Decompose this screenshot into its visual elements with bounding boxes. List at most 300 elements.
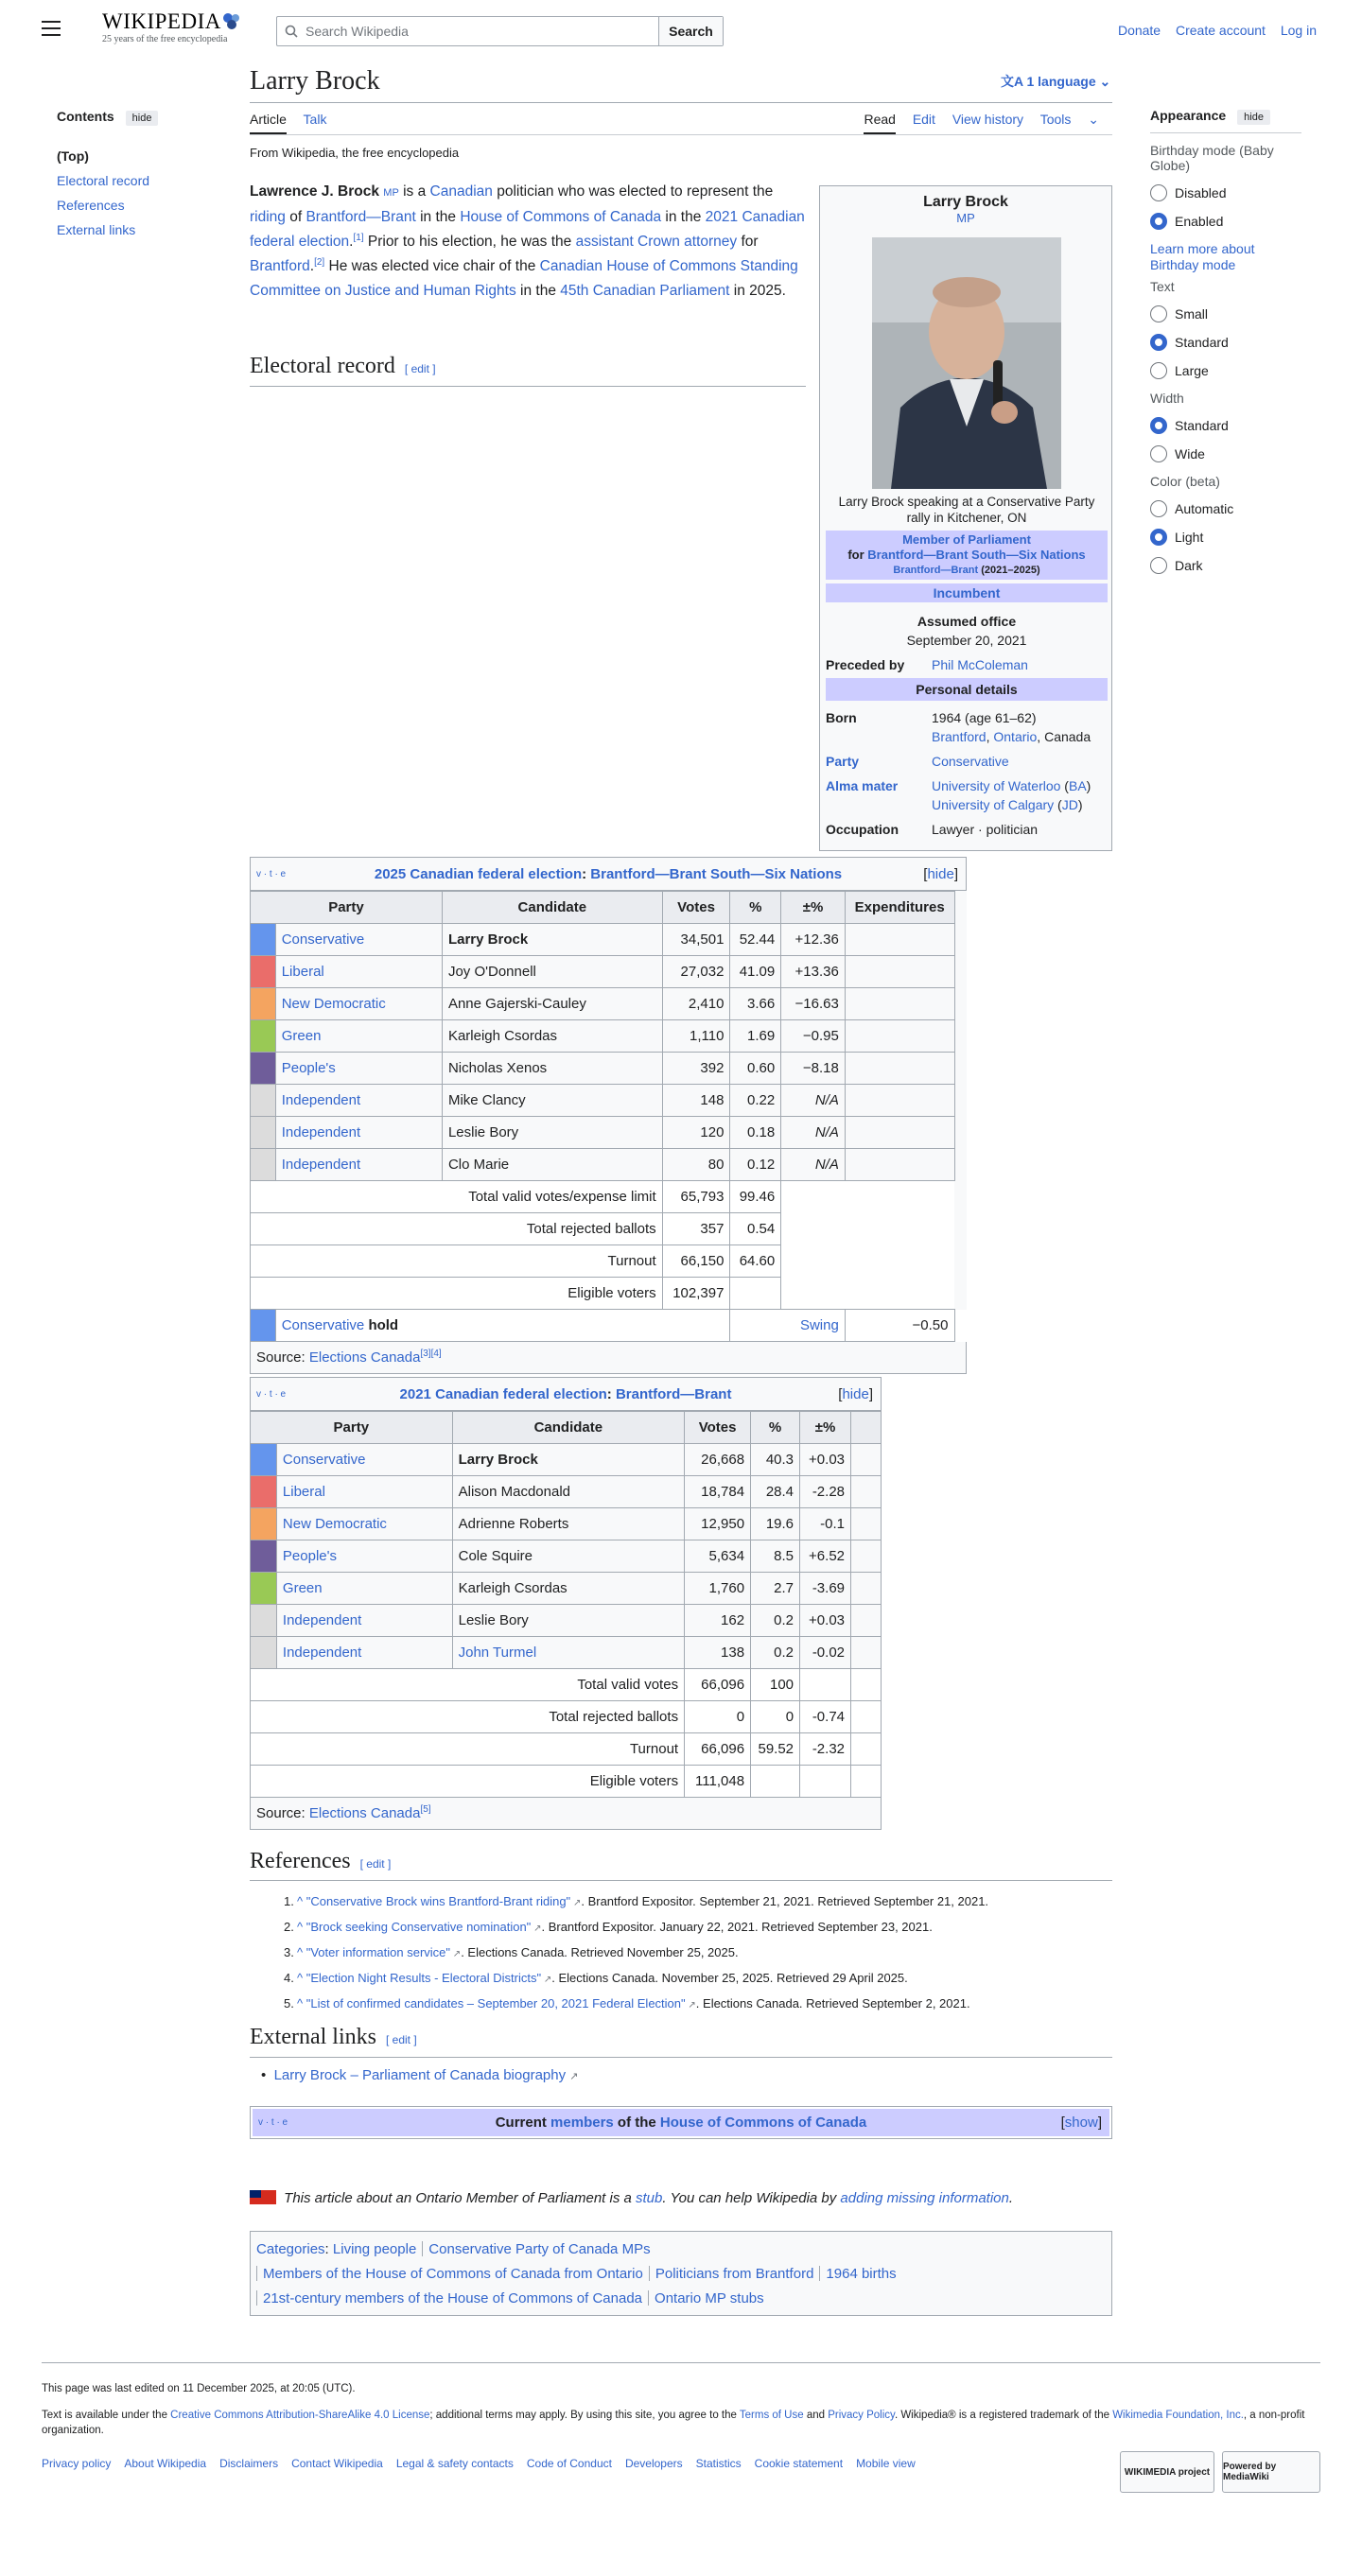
table-row bbox=[251, 1444, 882, 1476]
empty-cell bbox=[851, 1540, 882, 1573]
edit-external-link[interactable]: edit bbox=[392, 2033, 410, 2046]
infobox-title: Larry Brock bbox=[923, 194, 1008, 210]
radio-width-wide[interactable]: Wide bbox=[1150, 445, 1301, 462]
change-cell: −0.95 bbox=[781, 1020, 846, 1053]
birthday-mode-label: Birthday mode (Baby Globe) bbox=[1150, 143, 1274, 173]
adding-info-link[interactable]: adding missing information bbox=[840, 2190, 1009, 2206]
change-cell: -3.69 bbox=[800, 1573, 851, 1605]
category-link[interactable]: Members of the House of Commons of Canada from Ontario bbox=[263, 2266, 643, 2282]
navbox: v · t · e Current members of the House of Commons of Canada [show] bbox=[250, 2106, 1112, 2139]
reference-details: . Elections Canada. November 25, 2025. Retrieved 29 April 2025. bbox=[551, 1971, 908, 1985]
toc-hide-button[interactable]: hide bbox=[126, 111, 159, 126]
footer-link[interactable]: Code of Conduct bbox=[526, 2457, 612, 2470]
category-link[interactable]: Ontario MP stubs bbox=[655, 2290, 764, 2306]
main-menu-button[interactable] bbox=[42, 21, 61, 36]
ref-backlink[interactable]: ^ bbox=[297, 1920, 306, 1934]
wikimedia-project-badge[interactable]: WIKIMEDIA project bbox=[1120, 2451, 1214, 2493]
totals-row bbox=[251, 1701, 882, 1733]
party-link[interactable]: Independent bbox=[281, 1124, 361, 1140]
party-color-swatch bbox=[251, 1053, 276, 1085]
radio-text-large[interactable]: Large bbox=[1150, 362, 1301, 379]
party-color-swatch bbox=[251, 1149, 276, 1181]
party-link[interactable]: Green bbox=[282, 1580, 323, 1596]
site-sub: From Wikipedia, the free encyclopedia bbox=[250, 146, 460, 160]
votes-cell: 138 bbox=[685, 1637, 751, 1669]
party-link[interactable]: People's bbox=[281, 1060, 336, 1076]
create-account-link[interactable]: Create account bbox=[1176, 23, 1266, 38]
jd-link[interactable]: JD bbox=[1061, 797, 1078, 812]
parliament-bio-link[interactable]: Larry Brock – Parliament of Canada biography bbox=[273, 2067, 567, 2083]
table-row bbox=[251, 1020, 967, 1053]
reference-title-link[interactable]: "Election Night Results - Electoral Districts" bbox=[306, 1971, 542, 1985]
footer-link[interactable]: About Wikipedia bbox=[124, 2457, 207, 2470]
source-refs[interactable]: [5] bbox=[420, 1804, 431, 1815]
candidate-cell: Larry Brock bbox=[442, 924, 662, 956]
riding-infobox-link[interactable]: Brantford—Brant South—Six Nations bbox=[867, 548, 1086, 562]
empty-cell bbox=[851, 1669, 882, 1701]
pct-cell: 0.60 bbox=[730, 1053, 781, 1085]
ref-backlink[interactable]: ^ bbox=[297, 1894, 306, 1908]
candidate-cell: Karleigh Csordas bbox=[452, 1573, 684, 1605]
votes-cell: 148 bbox=[662, 1085, 730, 1117]
candidate-cell: Joy O'Donnell bbox=[442, 956, 662, 988]
pct-cell: 0.12 bbox=[730, 1149, 781, 1181]
pct-cell: 19.6 bbox=[751, 1508, 800, 1540]
tab-article[interactable]: Article bbox=[250, 112, 287, 134]
change-cell: +12.36 bbox=[781, 924, 846, 956]
votes-cell: 18,784 bbox=[685, 1476, 751, 1508]
change-cell: N/A bbox=[781, 1117, 846, 1149]
footer-link[interactable]: Legal & safety contacts bbox=[395, 2457, 514, 2470]
election-2025-hide-button[interactable]: hide bbox=[927, 865, 954, 882]
categories-label-link[interactable]: Categories bbox=[256, 2241, 325, 2257]
col-empty bbox=[851, 1412, 882, 1444]
table-row bbox=[251, 1637, 882, 1669]
office-band: Member of Parliament for Brantford—Brant South—Six Nations Brantford—Brant (2021–2025) bbox=[826, 531, 1108, 580]
categories-box: Categories: Living people Conservative Party of Canada MPs Members of the House of Commons of Canada from Ontario Politicians from Brantford 1964 births 21st-century members of the House of Commons of Canada Ontario MP stubs bbox=[250, 2231, 1112, 2316]
external-link-icon: ↗ bbox=[570, 1898, 582, 1908]
reference-title-link[interactable]: "Brock seeking Conservative nomination" bbox=[306, 1920, 532, 1934]
vte-links[interactable]: v · t · e bbox=[256, 868, 287, 879]
text-label: Text bbox=[1150, 279, 1175, 294]
party-color-swatch bbox=[251, 988, 276, 1020]
party-link[interactable]: Conservative bbox=[281, 1317, 365, 1333]
empty-cell bbox=[851, 1605, 882, 1637]
ontario-flag-icon bbox=[250, 2190, 276, 2204]
table-row bbox=[251, 924, 967, 956]
footer-link[interactable]: Mobile view bbox=[856, 2457, 916, 2470]
candidate-cell: Karleigh Csordas bbox=[442, 1020, 662, 1053]
party-color-swatch bbox=[251, 1637, 277, 1669]
totals-pct: 100 bbox=[751, 1669, 800, 1701]
party-link[interactable]: Liberal bbox=[282, 1484, 325, 1500]
wikipedia-logo[interactable]: WIKIPEDIA 25 years of the free encyclopedia bbox=[102, 9, 242, 44]
chevron-down-icon: ⌄ bbox=[1088, 112, 1099, 127]
tab-read[interactable]: Read bbox=[864, 112, 895, 134]
pct-cell: 1.69 bbox=[730, 1020, 781, 1053]
empty-cell bbox=[851, 1637, 882, 1669]
search-icon bbox=[285, 25, 298, 38]
table-row bbox=[251, 956, 967, 988]
source-refs[interactable]: [3][4] bbox=[420, 1349, 442, 1359]
change-cell: -0.1 bbox=[800, 1508, 851, 1540]
expenditures-cell bbox=[845, 1149, 954, 1181]
heading-electoral-record: Electoral record [ edit ] bbox=[250, 354, 436, 378]
party-cell bbox=[275, 1053, 442, 1085]
personal-tools bbox=[1107, 23, 1317, 38]
search-box bbox=[276, 16, 724, 46]
election-2021-riding-link[interactable]: Brantford—Brant bbox=[615, 1385, 732, 1402]
table-row bbox=[251, 1476, 882, 1508]
totals-row bbox=[251, 1669, 882, 1701]
party-color-swatch bbox=[251, 1117, 276, 1149]
change-cell: +6.52 bbox=[800, 1540, 851, 1573]
election-2025-riding-link[interactable]: Brantford—Brant South—Six Nations bbox=[590, 865, 843, 882]
vte-links[interactable]: v · t · e bbox=[256, 1388, 287, 1400]
pct-cell: 0.18 bbox=[730, 1117, 781, 1149]
pct-cell: 0.2 bbox=[751, 1637, 800, 1669]
prev-riding-link[interactable]: Brantford—Brant bbox=[893, 565, 979, 576]
votes-cell: 80 bbox=[662, 1149, 730, 1181]
party-cell bbox=[276, 1540, 452, 1573]
pct-cell: 3.66 bbox=[730, 988, 781, 1020]
calgary-link[interactable]: University of Calgary bbox=[932, 797, 1055, 812]
party-cell bbox=[276, 1573, 452, 1605]
appearance-title: Appearance bbox=[1150, 108, 1227, 123]
page-title: Larry Brock bbox=[250, 66, 380, 96]
party-color-swatch bbox=[251, 1085, 276, 1117]
party-link[interactable]: Conservative bbox=[282, 1452, 366, 1468]
radio-birthday-enabled[interactable]: Enabled bbox=[1150, 213, 1301, 230]
table-row bbox=[251, 988, 967, 1020]
footer-link[interactable]: Statistics bbox=[695, 2457, 742, 2470]
candidate-cell: Adrienne Roberts bbox=[452, 1508, 684, 1540]
brantford-link[interactable]: Brantford bbox=[250, 258, 310, 274]
pct-cell: 0.2 bbox=[751, 1605, 800, 1637]
mp-link[interactable]: MP bbox=[383, 187, 399, 199]
col-party: Party bbox=[251, 892, 443, 924]
ref-backlink[interactable]: ^ bbox=[297, 1971, 306, 1985]
party-cell bbox=[275, 988, 442, 1020]
category-link[interactable]: 21st-century members of the House of Commons of Canada bbox=[263, 2290, 643, 2306]
donate-link[interactable]: Donate bbox=[1117, 23, 1161, 38]
totals-pct bbox=[751, 1766, 800, 1798]
category-link[interactable]: 1964 births bbox=[826, 2266, 897, 2282]
reference-title-link[interactable]: "List of confirmed candidates – September 20, 2021 Federal Election" bbox=[306, 1996, 686, 2010]
candidate-link[interactable]: John Turmel bbox=[458, 1645, 537, 1661]
title-divider bbox=[250, 102, 1112, 103]
language-button[interactable]: 文A 1 language ⌄ bbox=[1001, 74, 1111, 89]
party-cell bbox=[276, 1605, 452, 1637]
party-color-swatch bbox=[251, 1573, 277, 1605]
expenditures-cell bbox=[845, 956, 954, 988]
elections-canada-link[interactable]: Elections Canada bbox=[308, 1349, 421, 1366]
party-label-link[interactable]: Party bbox=[826, 754, 860, 769]
candidate-cell: Alison Macdonald bbox=[452, 1476, 684, 1508]
reference-item: 2. ^ "Brock seeking Conservative nomination" ↗. Brantford Expositor. January 22, 2021. Retrieved September 23, 2021. bbox=[284, 1920, 933, 1934]
edit-references-link[interactable]: edit bbox=[366, 1857, 385, 1871]
justice-committee-link[interactable]: Canadian House of Commons Standing Committee on Justice and Human Rights bbox=[250, 258, 798, 299]
votes-cell: 1,110 bbox=[662, 1020, 730, 1053]
license-text: Text is available under the Creative Commons Attribution-ShareAlike 4.0 License; additional terms may apply. By using this site, you agree to the Terms of Use and Privacy Policy. Wikipedia® is a registered trademark of the Wikimedia Foundation, Inc., a non-profit organization. bbox=[42, 2410, 1305, 2436]
brantford-infobox-link[interactable]: Brantford bbox=[932, 729, 987, 744]
expenditures-cell bbox=[845, 1085, 954, 1117]
footer-link[interactable]: Contact Wikipedia bbox=[291, 2457, 383, 2470]
footer-link[interactable]: Disclaimers bbox=[219, 2457, 279, 2470]
expenditures-cell bbox=[845, 1053, 954, 1085]
empty-cell bbox=[851, 1701, 882, 1733]
party-link[interactable]: Liberal bbox=[281, 964, 324, 980]
totals-label: Turnout bbox=[251, 1733, 685, 1766]
heading-rule bbox=[250, 386, 806, 387]
empty-cell bbox=[851, 1476, 882, 1508]
empty-cell bbox=[851, 1766, 882, 1798]
incumbent-band[interactable]: Incumbent bbox=[826, 583, 1108, 602]
party-color-swatch bbox=[251, 1310, 276, 1342]
toc-item-electoral-record[interactable]: Electoral record bbox=[57, 173, 150, 188]
portrait-photo[interactable] bbox=[872, 237, 1061, 489]
party-link[interactable]: Green bbox=[281, 1028, 322, 1044]
category-link[interactable]: Living people bbox=[332, 2241, 417, 2257]
ref-backlink[interactable]: ^ bbox=[297, 1996, 306, 2010]
radio-text-small[interactable]: Small bbox=[1150, 305, 1301, 322]
totals-votes: 66,096 bbox=[685, 1669, 751, 1701]
election-2021-link[interactable]: 2021 Canadian federal election bbox=[250, 209, 805, 250]
radio-color-dark[interactable]: Dark bbox=[1150, 557, 1301, 574]
expenditures-cell bbox=[845, 1020, 954, 1053]
totals-label: Total rejected ballots bbox=[251, 1213, 663, 1245]
brantford-brant-link[interactable]: Brantford—Brant bbox=[306, 209, 416, 225]
tab-tools[interactable]: Tools ⌄ bbox=[1039, 112, 1099, 127]
appearance-panel bbox=[1150, 108, 1301, 585]
empty-cell bbox=[851, 1733, 882, 1766]
party-link[interactable]: Independent bbox=[282, 1612, 362, 1628]
category-link[interactable]: Politicians from Brantford bbox=[655, 2266, 814, 2282]
change-cell: −16.63 bbox=[781, 988, 846, 1020]
stub-link[interactable]: stub bbox=[636, 2190, 663, 2206]
reference-title-link[interactable]: "Conservative Brock wins Brantford-Brant riding" bbox=[306, 1894, 571, 1908]
learn-more-birthday-link[interactable]: Learn more about Birthday mode bbox=[1150, 241, 1255, 272]
votes-cell: 34,501 bbox=[662, 924, 730, 956]
party-cell bbox=[275, 1020, 442, 1053]
pct-cell: 28.4 bbox=[751, 1476, 800, 1508]
table-row bbox=[251, 1053, 967, 1085]
party-cell bbox=[276, 1444, 452, 1476]
party-link[interactable]: People's bbox=[282, 1548, 337, 1564]
change-cell: -0.02 bbox=[800, 1637, 851, 1669]
edit-electoral-link[interactable]: edit bbox=[410, 362, 429, 375]
pct-cell: 41.09 bbox=[730, 956, 781, 988]
table-row bbox=[251, 1149, 967, 1181]
election-2021-hide-button[interactable]: hide bbox=[842, 1385, 869, 1402]
election-2025-caption: v · t · e 2025 Canadian federal election: Brantford—Brant South—Six Nations [hide] bbox=[250, 857, 967, 891]
infobox: Larry Brock MP Larry Brock speaking at a Conservative Party rally in Kitchener, ON Member of Parliament for Brantford—Brant South—Six Nations Brantford—Brant (2021–2025) Incumbent Assumed office September 20, 2021 Preceded by Phil McColeman Personal details Born 1964 (age 61–62) Brantford, Ontario, Canada Party Conservative Alma mater University of Waterloo (BA) University of Calgary (JD) Occupation Lawyer · politician bbox=[819, 185, 1112, 851]
empty-cell bbox=[954, 1310, 967, 1342]
reference-item: 1. ^ "Conservative Brock wins Brantford-Brant riding" ↗. Brantford Expositor. September 21, 2021. Retrieved September 21, 2021. bbox=[284, 1894, 989, 1908]
ref-2[interactable]: [2] bbox=[314, 256, 325, 268]
col-votes: Votes bbox=[662, 892, 730, 924]
assumed-office-label: Assumed office bbox=[917, 614, 1017, 629]
radio-birthday-disabled[interactable]: Disabled bbox=[1150, 184, 1301, 201]
election-2021-title-link[interactable]: 2021 Canadian federal election bbox=[399, 1385, 607, 1402]
canadian-link[interactable]: Canadian bbox=[429, 183, 493, 200]
party-cell bbox=[275, 1117, 442, 1149]
tab-edit[interactable]: Edit bbox=[912, 112, 935, 127]
tab-view-history[interactable]: View history bbox=[952, 112, 1024, 127]
tab-talk[interactable]: Talk bbox=[303, 112, 327, 127]
parliament-45-link[interactable]: 45th Canadian Parliament bbox=[560, 283, 730, 299]
heading-references: References [ edit ] bbox=[250, 1849, 392, 1873]
change-cell: N/A bbox=[781, 1149, 846, 1181]
votes-cell: 162 bbox=[685, 1605, 751, 1637]
swing-link[interactable]: Swing bbox=[799, 1317, 839, 1333]
election-2025-box bbox=[250, 857, 967, 1374]
candidate-cell bbox=[452, 1637, 684, 1669]
pct-cell: 8.5 bbox=[751, 1540, 800, 1573]
house-of-commons-link[interactable]: House of Commons of Canada bbox=[460, 209, 662, 225]
toc-item-references[interactable]: References bbox=[57, 198, 125, 213]
swing-cell bbox=[730, 1310, 845, 1342]
page-tabs bbox=[250, 112, 1112, 132]
totals-votes: 0 bbox=[685, 1701, 751, 1733]
candidate-cell: Leslie Bory bbox=[442, 1117, 662, 1149]
reference-details: . Elections Canada. Retrieved September 2, 2021. bbox=[695, 1996, 970, 2010]
party-color-swatch bbox=[251, 1508, 277, 1540]
party-link[interactable]: Conservative bbox=[281, 931, 365, 948]
predecessor-link[interactable]: Phil McColeman bbox=[932, 657, 1028, 672]
radio-text-standard[interactable]: Standard bbox=[1150, 334, 1301, 351]
radio-color-light[interactable]: Light bbox=[1150, 529, 1301, 546]
external-link-icon: ↗ bbox=[531, 1923, 542, 1934]
ref-1[interactable]: [1] bbox=[353, 232, 364, 243]
reference-item: 5. ^ "List of confirmed candidates – September 20, 2021 Federal Election" ↗. Elections Canada. Retrieved September 2, 2021. bbox=[284, 1996, 970, 2010]
totals-row bbox=[251, 1766, 882, 1798]
election-2021-box bbox=[250, 1377, 882, 1830]
infobox-mp-link[interactable]: MP bbox=[956, 211, 975, 225]
radio-color-automatic[interactable]: Automatic bbox=[1150, 500, 1301, 517]
footer-link[interactable]: Privacy policy bbox=[42, 2457, 112, 2470]
totals-chg bbox=[800, 1766, 851, 1798]
translate-icon: 文A bbox=[1001, 74, 1027, 89]
col-change: ±% bbox=[800, 1412, 851, 1444]
tabs-divider bbox=[250, 134, 1112, 135]
party-link[interactable]: New Democratic bbox=[281, 996, 386, 1012]
pct-cell: 0.22 bbox=[730, 1085, 781, 1117]
party-cell bbox=[276, 1476, 452, 1508]
election-2021-caption: v · t · e 2021 Canadian federal election: Brantford—Brant [hide] bbox=[250, 1377, 882, 1411]
footer-link[interactable]: Cookie statement bbox=[754, 2457, 844, 2470]
ontario-link[interactable]: Ontario bbox=[993, 729, 1038, 744]
election-2025-source: Source: Elections Canada[3][4] bbox=[250, 1342, 967, 1374]
reference-details: . Brantford Expositor. September 21, 2021. Retrieved September 21, 2021. bbox=[581, 1894, 989, 1908]
votes-cell: 392 bbox=[662, 1053, 730, 1085]
waterloo-link[interactable]: University of Waterloo bbox=[932, 778, 1061, 793]
crown-attorney-link[interactable]: assistant Crown attorney bbox=[575, 234, 738, 250]
radio-width-standard[interactable]: Standard bbox=[1150, 417, 1301, 434]
search-button[interactable]: Search bbox=[658, 17, 723, 45]
reference-item: 3. ^ "Voter information service" ↗. Elections Canada. Retrieved November 25, 2025. bbox=[284, 1945, 739, 1959]
personal-details-band: Personal details bbox=[826, 678, 1108, 701]
totals-chg: -0.74 bbox=[800, 1701, 851, 1733]
candidate-cell: Clo Marie bbox=[442, 1149, 662, 1181]
login-link[interactable]: Log in bbox=[1280, 23, 1317, 38]
ba-link[interactable]: BA bbox=[1068, 778, 1087, 793]
party-link[interactable]: Independent bbox=[281, 1092, 361, 1108]
appearance-hide-button[interactable]: hide bbox=[1237, 110, 1270, 125]
toc-item-external-links[interactable]: External links bbox=[57, 222, 136, 237]
votes-cell: 5,634 bbox=[685, 1540, 751, 1573]
lead-paragraph: Lawrence J. Brock MP is a Canadian politician who was elected to represent the riding of Brantford—Brant in the House of Commons of Canada in the 2021 Canadian federal election.[1] Prior to his election, he was the assistant Crown attorney for Brantford.[2] He was elected vice chair of the Canadian House of Commons Standing Committee on Justice and Human Rights in the 45th Canadian Parliament in 2025. bbox=[250, 183, 805, 299]
party-link[interactable]: Independent bbox=[282, 1645, 362, 1661]
ref-backlink[interactable]: ^ bbox=[297, 1945, 306, 1959]
reference-item: 4. ^ "Election Night Results - Electoral Districts" ↗. Elections Canada. November 25, 2025. Retrieved 29 April 2025. bbox=[284, 1971, 908, 1985]
party-cell bbox=[275, 1085, 442, 1117]
hoc-navbox-link[interactable]: House of Commons of Canada bbox=[659, 2115, 867, 2131]
cc-license-link[interactable]: Creative Commons Attribution-ShareAlike 4.0 License bbox=[170, 2410, 430, 2421]
members-link[interactable]: members bbox=[550, 2115, 614, 2131]
category-link[interactable]: Conservative Party of Canada MPs bbox=[428, 2241, 651, 2257]
totals-chg bbox=[800, 1669, 851, 1701]
col-votes: Votes bbox=[685, 1412, 751, 1444]
col-candidate: Candidate bbox=[442, 892, 662, 924]
party-color-swatch bbox=[251, 1605, 277, 1637]
party-link[interactable]: Conservative bbox=[932, 754, 1009, 769]
votes-cell: 27,032 bbox=[662, 956, 730, 988]
toc-item-top[interactable]: (Top) bbox=[57, 148, 89, 164]
search-input[interactable] bbox=[277, 17, 658, 45]
election-2025-title-link[interactable]: 2025 Canadian federal election bbox=[374, 865, 583, 882]
candidate-cell: Nicholas Xenos bbox=[442, 1053, 662, 1085]
party-color-swatch bbox=[251, 1444, 277, 1476]
totals-votes: 102,397 bbox=[662, 1278, 730, 1310]
totals-pct: 64.60 bbox=[730, 1245, 781, 1278]
votes-cell: 120 bbox=[662, 1117, 730, 1149]
member-of-parliament-link[interactable]: Member of Parliament bbox=[902, 532, 1031, 547]
footer-link[interactable]: Developers bbox=[624, 2457, 683, 2470]
navbox-show-button[interactable]: show bbox=[1064, 2115, 1098, 2131]
riding-link[interactable]: riding bbox=[250, 209, 286, 225]
alma-mater-label-link[interactable]: Alma mater bbox=[826, 778, 899, 793]
expenditures-cell bbox=[845, 988, 954, 1020]
change-cell: −8.18 bbox=[781, 1053, 846, 1085]
photo-caption: Larry Brock speaking at a Conservative Party rally in Kitchener, ON bbox=[838, 495, 1095, 525]
privacy-link[interactable]: Privacy Policy bbox=[828, 2410, 895, 2421]
elections-canada-link[interactable]: Elections Canada bbox=[308, 1805, 421, 1821]
wmf-link[interactable]: Wikimedia Foundation, Inc. bbox=[1112, 2410, 1244, 2421]
reference-title-link[interactable]: "Voter information service" bbox=[306, 1945, 451, 1959]
powered-by-mediawiki-badge[interactable]: Powered by MediaWiki bbox=[1222, 2451, 1320, 2493]
party-cell bbox=[275, 956, 442, 988]
change-cell: +0.03 bbox=[800, 1605, 851, 1637]
toc-title: Contents bbox=[57, 109, 114, 124]
table-row bbox=[251, 1508, 882, 1540]
terms-link[interactable]: Terms of Use bbox=[739, 2410, 804, 2421]
totals-pct: 0.54 bbox=[730, 1213, 781, 1245]
vte-links[interactable]: v · t · e bbox=[258, 2117, 288, 2128]
external-link-icon: ↗ bbox=[541, 1975, 552, 1985]
reference-list bbox=[284, 1889, 988, 2017]
empty-cell bbox=[851, 1573, 882, 1605]
birthday-puzzle-icon bbox=[221, 10, 242, 31]
col-expenditures: Expenditures bbox=[845, 892, 954, 924]
party-link[interactable]: Independent bbox=[281, 1157, 361, 1173]
heading-external-links: External links [ edit ] bbox=[250, 2025, 417, 2049]
col-pct: % bbox=[730, 892, 781, 924]
external-link-icon: ↗ bbox=[450, 1949, 462, 1959]
party-link[interactable]: New Democratic bbox=[282, 1516, 387, 1532]
party-cell bbox=[275, 1149, 442, 1181]
portrait-illustration bbox=[872, 237, 1061, 489]
